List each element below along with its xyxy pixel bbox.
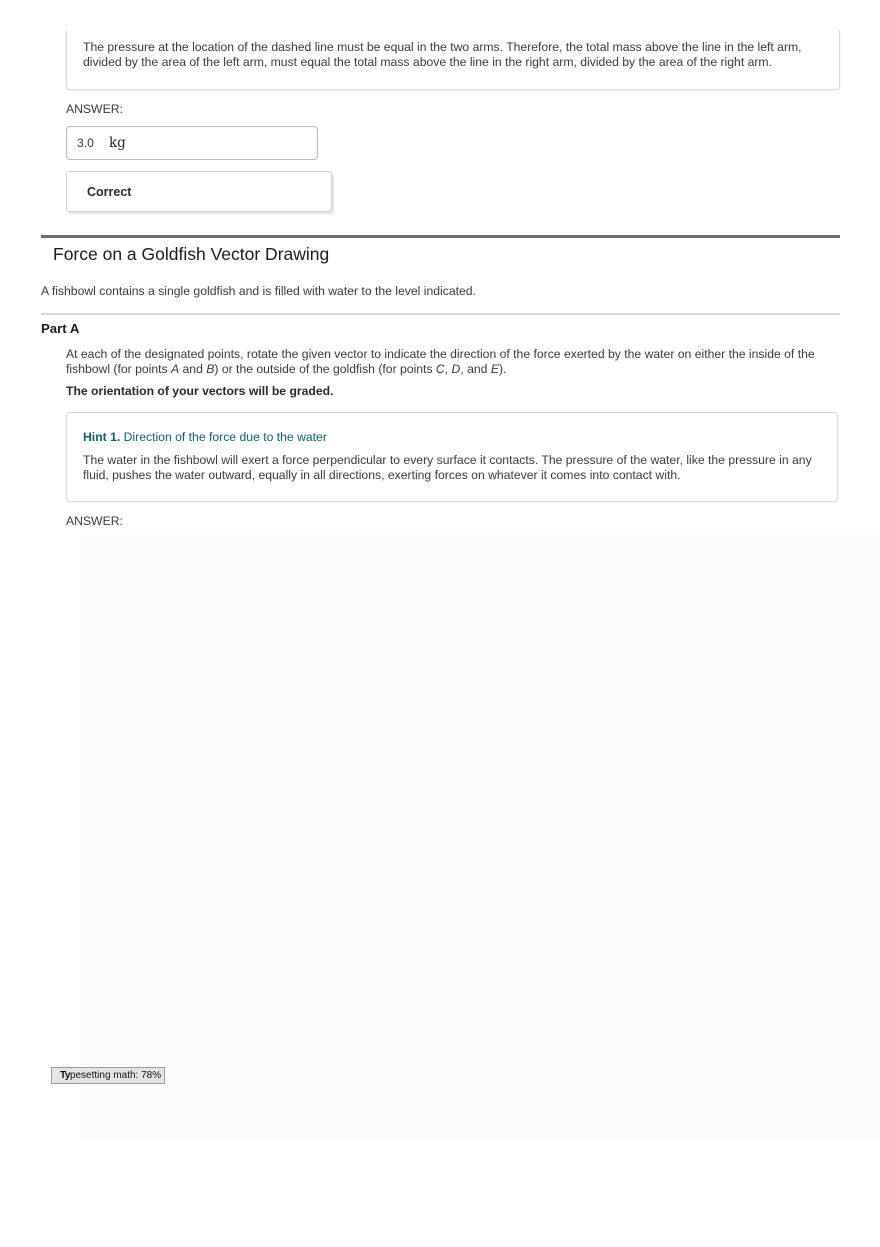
grading-note: The orientation of your vectors will be graded. [66,384,334,398]
part-divider [41,313,840,315]
previous-explanation-text: The pressure at the location of the dashed line must be equal in the two arms. Therefore, the total mass above the line in the left arm, divided by the area of the left arm, must equal the total mass above the line in the right arm, divided by the area of the right arm. [83,40,802,69]
problem-intro: A fishbowl contains a single goldfish and is filled with water to the level indicated. [41,284,476,298]
answer-unit: kg [108,135,126,151]
vector-drawing-area[interactable] [80,530,880,1140]
hint-1-toggle[interactable] [83,430,327,444]
part-a-answer-label: ANSWER: [66,514,123,528]
hint-text: The water in the fishbowl will exert a force perpendicular to every surface it contacts. The pressure of the water, like the pressure in any fluid, pushes the water outward, equally in all directions, exerting forces on whatever it comes into contact with. [83,453,812,482]
section-divider [41,235,840,238]
part-a-title: Part A [41,321,80,336]
previous-answer-field[interactable] [66,126,318,160]
hint-title: Direction of the force due to the water [123,430,327,444]
previous-answer-label: ANSWER: [66,102,123,116]
problem-title: Force on a Goldfish Vector Drawing [53,244,330,264]
hint-number: Hint 1. [83,430,121,444]
feedback-text: Correct [87,184,132,199]
part-a-instructions: At each of the designated points, rotate the given vector to indicate the direction of the force exerted by the water on either the inside of the fishbowl (for points A and B) or the outside of the goldfish (for points C, D, and E). [66,347,815,376]
feedback-correct [66,171,332,212]
typesetting-status: Typesetting math: 78% [51,1067,165,1084]
answer-value: 3.0 [77,136,94,150]
